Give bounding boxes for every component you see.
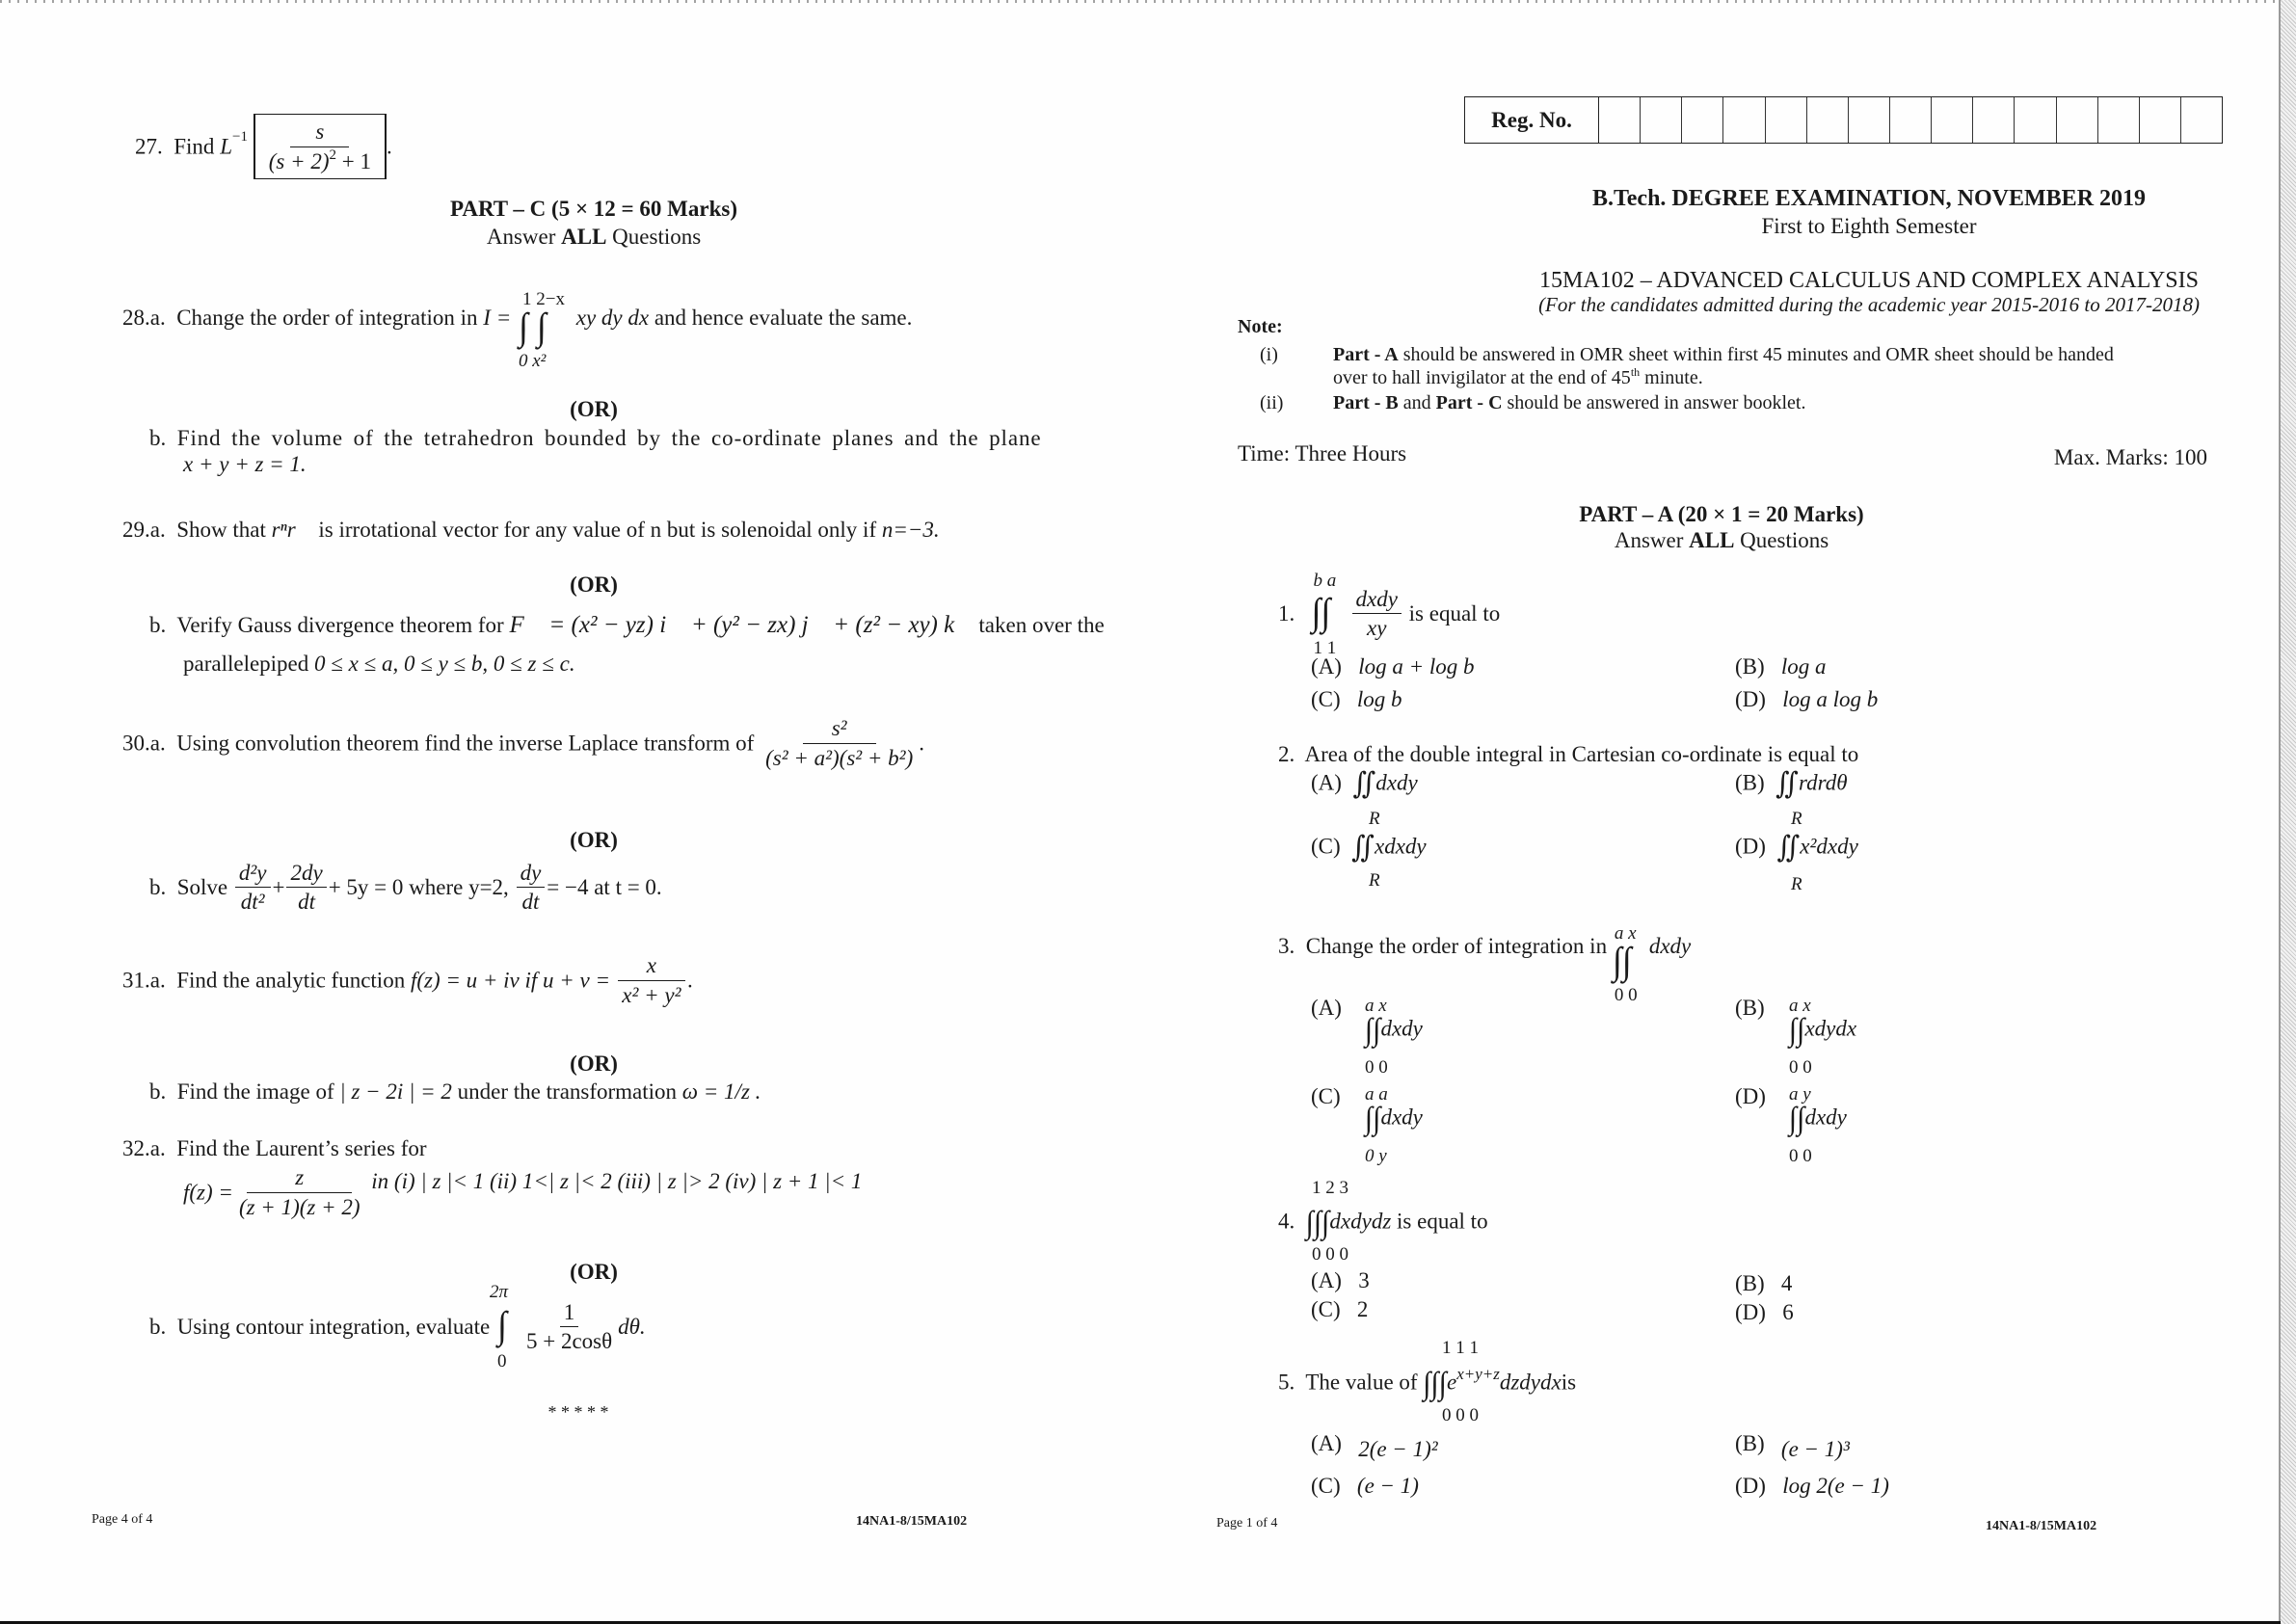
question-text: Find the volume of the tetrahedron bounded by the co-ordinate planes and the plane: [176, 426, 1042, 450]
question-text: Change the order of integration in: [176, 306, 478, 330]
denominator: (s² + a²)(s² + b²): [765, 746, 914, 770]
option-4d[interactable]: [1735, 1301, 1794, 1323]
option-integral: [1365, 1012, 1423, 1048]
question-number: 5.: [1278, 1370, 1295, 1395]
question-text-mid: under the transformation: [457, 1079, 678, 1104]
option-3d[interactable]: [1735, 1084, 1847, 1166]
numerator: x: [618, 954, 685, 981]
option-5c[interactable]: [1311, 1475, 1419, 1497]
option-2b[interactable]: [1735, 767, 1848, 801]
denominator: dt: [298, 890, 316, 914]
option-label: (A): [1311, 996, 1342, 1020]
option-label: (B): [1735, 996, 1765, 1020]
integrand-exponent: x+y+z: [1456, 1365, 1500, 1384]
option-text: 6: [1782, 1300, 1794, 1324]
initial-condition: = −4 at t = 0.: [547, 875, 662, 899]
period: .: [386, 134, 392, 159]
page-footer-number: Page 4 of 4: [92, 1512, 153, 1527]
integrand-differentials: dzdydx: [1499, 1370, 1562, 1395]
option-2a-region: R: [1369, 809, 1380, 829]
note-text: over to hall invigilator at the end of 45: [1333, 367, 1631, 388]
reg-number-cell[interactable]: [1973, 97, 2015, 143]
reg-number-cells: [1599, 97, 2222, 143]
question-31b: [149, 1080, 761, 1103]
exam-duration: Time: Three Hours: [1238, 441, 1407, 466]
transformation: ω = 1/z .: [681, 1079, 761, 1104]
option-label: (D): [1735, 687, 1766, 711]
question-28a: [122, 289, 913, 371]
part-a-instruction: [1615, 529, 1829, 551]
option-text: log a log b: [1782, 687, 1879, 711]
note-1-line2: [1333, 365, 1703, 388]
option-text: 2(e − 1)²: [1358, 1437, 1438, 1461]
numerator: z: [247, 1166, 352, 1193]
question-31a: [122, 954, 693, 1006]
option-label: (C): [1311, 1474, 1341, 1498]
question-28b: [149, 427, 1080, 449]
end-marker: * * * * *: [547, 1402, 609, 1422]
question-text: Verify Gauss divergence theorem for: [176, 613, 504, 637]
reg-number-cell[interactable]: [2098, 97, 2140, 143]
question-text: Find the analytic function: [176, 968, 406, 993]
reg-number-box: [1464, 96, 2223, 144]
reg-number-cell[interactable]: [1807, 97, 1849, 143]
lower-limits: 0 y: [1365, 1146, 1387, 1166]
integral-sign-icon: ∬: [1351, 831, 1375, 865]
denominator: [265, 147, 375, 173]
option-integrand: dxdy: [1380, 1105, 1423, 1130]
option-1b[interactable]: [1735, 655, 1827, 678]
reg-number-cell[interactable]: [1766, 97, 1807, 143]
question-number: b.: [149, 1315, 167, 1339]
scan-top-edge: [0, 0, 2281, 3]
plus-sign: +: [272, 875, 285, 899]
question-text: Area of the double integral in Cartesian co-ordinate is equal to: [1304, 742, 1859, 766]
question-number: b.: [149, 426, 167, 450]
fraction: [235, 1166, 364, 1218]
lower-limits: 0 0: [1365, 1057, 1388, 1078]
option-label: (A): [1311, 770, 1342, 795]
denominator-tail: + 1: [336, 149, 371, 173]
integrand: dxdy: [1648, 934, 1692, 958]
option-2b-region: R: [1791, 809, 1802, 829]
lower-limits: 1 1: [1313, 637, 1337, 658]
fraction: [1352, 588, 1402, 639]
option-integrand: dxdy: [1380, 1016, 1423, 1041]
note-2-number: (ii): [1260, 392, 1284, 413]
integral-sign-icon: ∫∫: [1365, 1012, 1381, 1048]
note-2: [1333, 393, 1805, 413]
reg-number-cell[interactable]: [1723, 97, 1765, 143]
question-text: Find the Laurent’s series for: [176, 1136, 427, 1160]
question-number: b.: [149, 1079, 167, 1104]
question-5-upper-limits: 1 1 1: [1442, 1338, 1479, 1358]
question-text: Show that: [176, 518, 266, 542]
integrand: xy dy dx: [575, 306, 650, 330]
question-text-end: taken over the: [978, 613, 1105, 637]
vector-expression: rⁿr⃗: [271, 518, 313, 542]
laplace-operator: L: [220, 134, 232, 159]
question-number: 27.: [135, 134, 163, 159]
option-text: (e − 1)³: [1780, 1437, 1850, 1461]
option-2d[interactable]: [1735, 831, 1858, 865]
operator-exponent: −1: [231, 128, 248, 145]
option-label: (C): [1311, 834, 1341, 859]
condition: n=−3.: [881, 518, 940, 542]
numerator: 1: [560, 1301, 579, 1327]
upper-limits: a x: [1614, 923, 1637, 944]
option-label: (B): [1735, 1431, 1765, 1455]
or-separator: (OR): [570, 397, 618, 421]
question-number: 1.: [1278, 601, 1295, 626]
question-1: [1278, 570, 1501, 658]
option-label: (D): [1735, 834, 1766, 859]
question-5-lower-limits: 0 0 0: [1442, 1405, 1479, 1425]
instruction-text-end: Questions: [1734, 528, 1829, 552]
lower-limits: 0 0: [1614, 985, 1638, 1005]
function-lhs: f(z) =: [183, 1180, 233, 1205]
question-number: b.: [149, 613, 167, 637]
fraction: [522, 1301, 616, 1352]
option-text: 4: [1780, 1271, 1793, 1295]
reg-number-cell[interactable]: [2057, 97, 2098, 143]
option-2c[interactable]: [1311, 831, 1427, 865]
page-footer-number: Page 1 of 4: [1216, 1516, 1278, 1531]
integral-sign-icon: ∬: [1776, 831, 1801, 865]
note-text-end: should be answered in answer booklet.: [1502, 392, 1806, 413]
upper-limits: a x: [1789, 996, 1811, 1016]
option-1a[interactable]: [1311, 655, 1475, 678]
reg-number-cell[interactable]: [1849, 97, 1890, 143]
question-text: The value of: [1305, 1370, 1418, 1395]
option-2a[interactable]: [1311, 767, 1418, 801]
instruction-bold: ALL: [1689, 528, 1735, 552]
note-text: and: [1398, 392, 1436, 413]
question-number: 29.a.: [122, 518, 166, 542]
option-label: (A): [1311, 1431, 1342, 1455]
integral-sign-icon: ∫∫: [1789, 1012, 1805, 1048]
question-text-end: is: [1561, 1370, 1577, 1395]
or-separator: (OR): [570, 572, 618, 597]
note-text: should be answered in OMR sheet within first 45 minutes and OMR sheet should be handed: [1398, 344, 2114, 365]
integral-sign-icon: ∫∫: [1789, 1101, 1805, 1136]
fraction: [618, 954, 685, 1006]
integral-sign-icon: ∫: [496, 1303, 507, 1346]
lower-limits: 0 0: [1789, 1146, 1812, 1166]
admission-note: (For the candidates admitted during the academic year 2015-2016 to 2017-2018): [1538, 293, 2200, 316]
differential: dθ.: [618, 1315, 646, 1339]
option-integrand: dxdy: [1804, 1105, 1847, 1130]
ordinal-suffix: th: [1630, 365, 1641, 379]
question-text: Solve: [176, 875, 228, 899]
question-29b: [149, 613, 1105, 637]
question-text: is equal to: [1408, 601, 1501, 626]
numerator: dy: [517, 862, 546, 888]
question-4-lower-limits: 0 0 0: [1312, 1244, 1348, 1265]
scan-edge-strip: [2281, 0, 2296, 1624]
option-text: log b: [1356, 687, 1402, 711]
numerator: s²: [803, 717, 876, 744]
upper-limits: a y: [1789, 1084, 1811, 1105]
fraction: [517, 862, 546, 913]
option-label: (D): [1735, 1474, 1766, 1498]
option-label: (C): [1311, 1297, 1341, 1321]
option-integrand: dxdy: [1375, 770, 1418, 795]
question-text-end: and hence evaluate the same.: [654, 306, 913, 330]
option-label: (C): [1311, 687, 1341, 711]
instruction-text: Answer: [1614, 528, 1690, 552]
question-32b: [149, 1281, 646, 1371]
reg-number-cell[interactable]: [2140, 97, 2181, 143]
upper-limits: b a: [1313, 570, 1337, 591]
question-number: 2.: [1278, 742, 1295, 766]
or-separator: (OR): [570, 1260, 618, 1284]
part-c-instruction: [487, 226, 701, 248]
question-number: 32.a.: [122, 1136, 166, 1160]
reg-number-cell[interactable]: [2181, 97, 2222, 143]
question-number: b.: [149, 875, 167, 899]
option-text: 3: [1358, 1268, 1370, 1292]
numerator: d²y: [235, 862, 271, 888]
denominator: xy: [1367, 616, 1387, 640]
option-4a[interactable]: [1311, 1269, 1370, 1291]
circle-expression: | z − 2i | = 2: [339, 1079, 452, 1104]
integral-sign-icon: ∬: [1352, 767, 1376, 801]
question-number: 31.a.: [122, 968, 166, 993]
note-emphasis: Part - B: [1333, 392, 1399, 413]
question-text-mid: is irrotational vector for any value of n but is solenoidal only if: [318, 518, 877, 542]
note-emphasis-2: Part - C: [1435, 392, 1503, 413]
question-text: is equal to: [1397, 1209, 1488, 1234]
max-marks: Max. Marks: 100: [2053, 445, 2207, 469]
or-separator: (OR): [570, 1052, 618, 1076]
note-label: Note:: [1238, 316, 1283, 337]
integral-sign-icon: ∫∫: [1311, 590, 1331, 633]
option-integrand: x²dxdy: [1800, 834, 1858, 859]
instruction-text: Answer: [486, 225, 562, 249]
integral-sign-icon: ∫∫∫: [1423, 1366, 1447, 1401]
denominator: (z + 1)(z + 2): [238, 1195, 360, 1219]
option-integrand: xdxdy: [1375, 834, 1427, 859]
numerator: s: [290, 120, 349, 147]
option-integral: [1789, 1101, 1847, 1136]
question-number: 4.: [1278, 1209, 1295, 1234]
page-footer-code: 14NA1-8/15MA102: [1986, 1519, 2097, 1533]
note-1: [1333, 345, 2114, 364]
fraction: [761, 717, 917, 769]
denominator: dt: [521, 890, 540, 914]
option-integrand: xdydx: [1804, 1016, 1857, 1041]
upper-limits: a x: [1365, 996, 1387, 1016]
option-5a[interactable]: [1311, 1431, 1438, 1461]
upper-limits: a a: [1365, 1084, 1388, 1105]
question-30a: [122, 717, 924, 769]
fraction: [235, 862, 271, 913]
option-2c-region: R: [1369, 870, 1380, 891]
reg-number-cell[interactable]: [1932, 97, 1973, 143]
option-2d-region: R: [1791, 874, 1802, 894]
option-label: (C): [1311, 1084, 1341, 1108]
reg-number-cell[interactable]: [1890, 97, 1932, 143]
question-32a: [122, 1137, 427, 1159]
page-footer-code: 14NA1-8/15MA102: [856, 1514, 968, 1529]
option-label: (D): [1735, 1300, 1766, 1324]
regions: in (i) | z |< 1 (ii) 1<| z |< 2 (iii) | z |> 2 (iv) | z + 1 |< 1: [371, 1168, 863, 1193]
question-5: [1278, 1365, 1577, 1401]
option-label: (D): [1735, 1084, 1766, 1108]
reg-number-cell[interactable]: [1641, 97, 1682, 143]
upper-limit: 2π: [489, 1281, 508, 1302]
fraction: [286, 862, 326, 913]
definite-integral: [489, 1281, 521, 1371]
reg-number-cell[interactable]: [2015, 97, 2056, 143]
equation-mid: + 5y = 0 where y=2,: [328, 875, 509, 899]
lower-limits: 0 x²: [518, 351, 547, 371]
question-3: [1278, 923, 1692, 1005]
integral-lhs: I =: [483, 306, 512, 330]
option-label: (A): [1311, 654, 1342, 679]
fraction: [265, 120, 375, 173]
option-label: (B): [1735, 1271, 1765, 1295]
question-4: [1278, 1205, 1488, 1240]
region-bounds: 0 ≤ x ≤ a, 0 ≤ y ≤ b, 0 ≤ z ≤ c.: [314, 652, 575, 676]
period: .: [687, 968, 693, 993]
question-text: Find the image of: [176, 1079, 334, 1104]
denominator-base: (s + 2): [268, 149, 330, 173]
question-number: 3.: [1278, 934, 1295, 958]
part-a-title: PART – A (20 × 1 = 20 Marks): [1579, 502, 1864, 526]
option-4c[interactable]: [1311, 1298, 1368, 1320]
question-text: Change the order of integration in: [1305, 934, 1608, 958]
semester: First to Eighth Semester: [1761, 214, 1977, 238]
option-text: log a: [1780, 654, 1827, 679]
note-text-end: minute.: [1640, 367, 1703, 388]
question-29a: [122, 519, 940, 541]
or-separator: (OR): [570, 828, 618, 852]
option-3c[interactable]: [1311, 1084, 1423, 1166]
option-5b[interactable]: [1735, 1431, 1850, 1461]
question-text: Using contour integration, evaluate: [176, 1315, 491, 1339]
option-text: log a + log b: [1358, 654, 1475, 679]
question-text: Find: [174, 134, 215, 159]
option-integral: [1789, 1012, 1857, 1048]
option-text: 2: [1356, 1297, 1369, 1321]
question-4-upper-limits: 1 2 3: [1312, 1178, 1348, 1198]
reg-number-cell[interactable]: [1682, 97, 1723, 143]
question-number: 28.a.: [122, 306, 166, 330]
option-5d[interactable]: [1735, 1475, 1889, 1497]
option-1c[interactable]: [1311, 688, 1402, 710]
note-emphasis: Part - A: [1333, 344, 1399, 365]
reg-number-label: Reg. No.: [1465, 97, 1599, 143]
part-c-title: PART – C (5 × 12 = 60 Marks): [450, 197, 737, 221]
instruction-text-end: Questions: [606, 225, 702, 249]
period: .: [919, 731, 924, 756]
denominator: x² + y²: [622, 983, 681, 1007]
integral-sign-icon: ∫∫: [1612, 940, 1632, 982]
lower-limit: 0: [496, 1350, 507, 1371]
numerator: 2dy: [286, 862, 326, 888]
option-3b[interactable]: [1735, 996, 1857, 1078]
option-text: (e − 1): [1356, 1474, 1419, 1498]
question-27: [135, 114, 392, 179]
integral-sign-icon: ∫ ∫: [518, 306, 547, 348]
option-3a[interactable]: [1311, 996, 1423, 1078]
question-30b: [149, 862, 662, 913]
integral-sign-icon: ∫∫∫: [1305, 1205, 1330, 1240]
question-text: parallelepiped: [183, 652, 309, 676]
lower-limits: 0 0: [1789, 1057, 1812, 1078]
denominator: 5 + 2cosθ: [525, 1329, 613, 1353]
option-label: (B): [1735, 654, 1765, 679]
exam-title: B.Tech. DEGREE EXAMINATION, NOVEMBER 2019: [1591, 186, 2147, 211]
option-1d[interactable]: [1735, 688, 1878, 710]
option-4b[interactable]: [1735, 1272, 1792, 1294]
option-text: log 2(e − 1): [1782, 1474, 1889, 1498]
integrand: dxdydz: [1329, 1209, 1392, 1234]
denominator-exponent: 2: [329, 147, 336, 163]
question-2: [1278, 743, 1858, 765]
question-number: 30.a.: [122, 731, 166, 756]
denominator: dt²: [240, 890, 265, 914]
option-label: (B): [1735, 770, 1765, 795]
option-label: (A): [1311, 1268, 1342, 1292]
integral-sign-icon: ∬: [1775, 767, 1800, 801]
function-expression: f(z) = u + iv if u + v =: [410, 968, 611, 993]
integrand-base: e: [1446, 1370, 1457, 1395]
upper-limits: 1 2−x: [521, 289, 565, 309]
option-integrand: rdrdθ: [1799, 770, 1848, 795]
vector-field: F⃗ = (x² − yz) i⃗ + (y² − zx) j⃗ + (z² − xy) k⃗: [509, 612, 974, 638]
instruction-bold: ALL: [561, 225, 607, 249]
double-integral: [1311, 570, 1350, 658]
question-text: Using convolution theorem find the inverse Laplace transform of: [176, 731, 755, 756]
bracket-expression: [254, 114, 387, 179]
question-28b-line2: x + y + z = 1.: [183, 452, 307, 476]
reg-number-cell[interactable]: [1599, 97, 1641, 143]
note-1-number: (i): [1260, 344, 1278, 365]
option-integral: [1365, 1101, 1423, 1136]
question-29b-line2: [183, 652, 575, 675]
integral-sign-icon: ∫∫: [1365, 1101, 1381, 1136]
question-32a-formula: [183, 1166, 862, 1218]
numerator: dxdy: [1352, 588, 1402, 614]
course-title: 15MA102 – ADVANCED CALCULUS AND COMPLEX ANALYSIS: [1539, 268, 2199, 293]
